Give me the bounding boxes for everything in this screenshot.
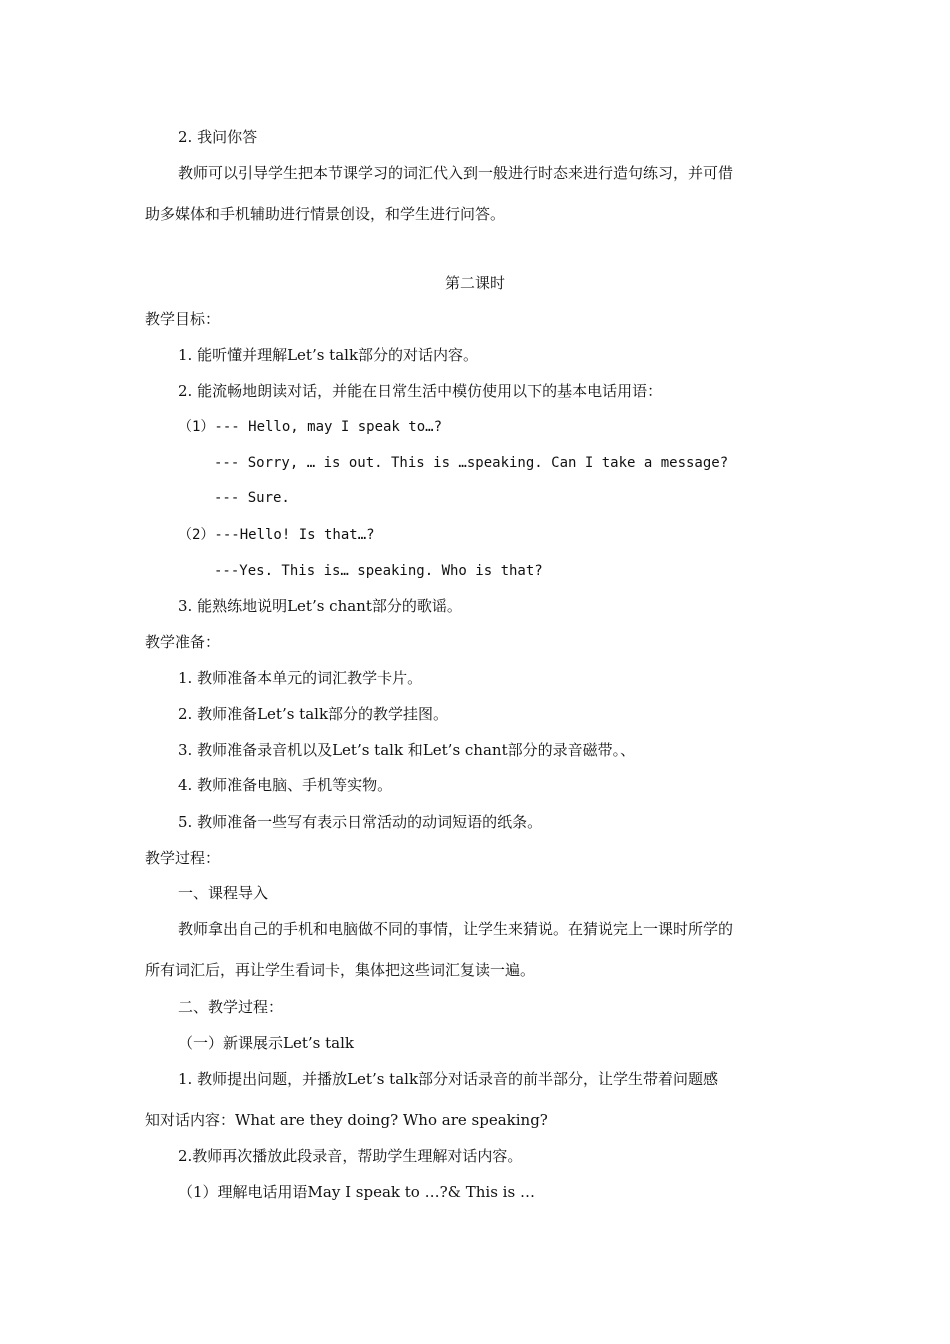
heading-process: 教学过程： <box>145 849 221 867</box>
list-item: 3. 能熟练地说明Let’s chant部分的歌谣。 <box>178 597 462 615</box>
list-item-q-and-a: 2. 我问你答 <box>178 128 258 146</box>
subheading: 一、课程导入 <box>178 884 269 902</box>
subheading: （一）新课展示Let’s talk <box>178 1034 354 1052</box>
list-item: 3. 教师准备录音机以及Let’s talk 和Let’s chant部分的录音磁带。、 <box>178 741 636 759</box>
list-item: 5. 教师准备一些写有表示日常活动的动词短语的纸条。 <box>178 813 543 831</box>
list-item: （1）理解电话用语May I speak to …?& This is … <box>178 1183 535 1201</box>
list-item: 1. 教师准备本单元的词汇教学卡片。 <box>178 669 423 687</box>
dialogue-line: ---Yes. This is… speaking. Who is that? <box>214 563 543 579</box>
paragraph-line: 所有词汇后，再让学生看词卡，集体把这些词汇复读一遍。 <box>145 961 536 979</box>
list-item: 2.教师再次播放此段录音，帮助学生理解对话内容。 <box>178 1147 523 1165</box>
subheading: 二、教学过程： <box>178 998 284 1016</box>
dialogue-line: （1）--- Hello, may I speak to…? <box>178 419 443 435</box>
paragraph-line: 教师拿出自己的手机和电脑做不同的事情，让学生来猜说。在猜说完上一课时所学的 <box>178 920 734 938</box>
paragraph-line: 知对话内容：What are they doing? Who are speaking? <box>145 1111 548 1129</box>
dialogue-line: （2）---Hello! Is that…? <box>178 527 375 543</box>
list-item: 1. 教师提出问题，并播放Let’s talk部分对话录音的前半部分，让学生带着问题感 <box>178 1070 719 1088</box>
section-title: 第二课时 <box>444 274 505 292</box>
heading-preparation: 教学准备： <box>145 633 221 651</box>
dialogue-line: --- Sorry, … is out. This is …speaking. Can I take a message? <box>214 455 729 471</box>
list-item: 2. 能流畅地朗读对话，并能在日常生活中模仿使用以下的基本电话用语： <box>178 382 663 400</box>
paragraph-line: 助多媒体和手机辅助进行情景创设，和学生进行问答。 <box>145 205 506 223</box>
list-item: 4. 教师准备电脑、手机等实物。 <box>178 776 393 794</box>
list-item: 1. 能听懂并理解Let’s talk部分的对话内容。 <box>178 346 479 364</box>
heading-objectives: 教学目标： <box>145 310 221 328</box>
dialogue-line: --- Sure. <box>214 490 290 506</box>
paragraph-line: 教师可以引导学生把本节课学习的词汇代入到一般进行时态来进行造句练习，并可借 <box>178 164 734 182</box>
list-item: 2. 教师准备Let’s talk部分的教学挂图。 <box>178 705 449 723</box>
